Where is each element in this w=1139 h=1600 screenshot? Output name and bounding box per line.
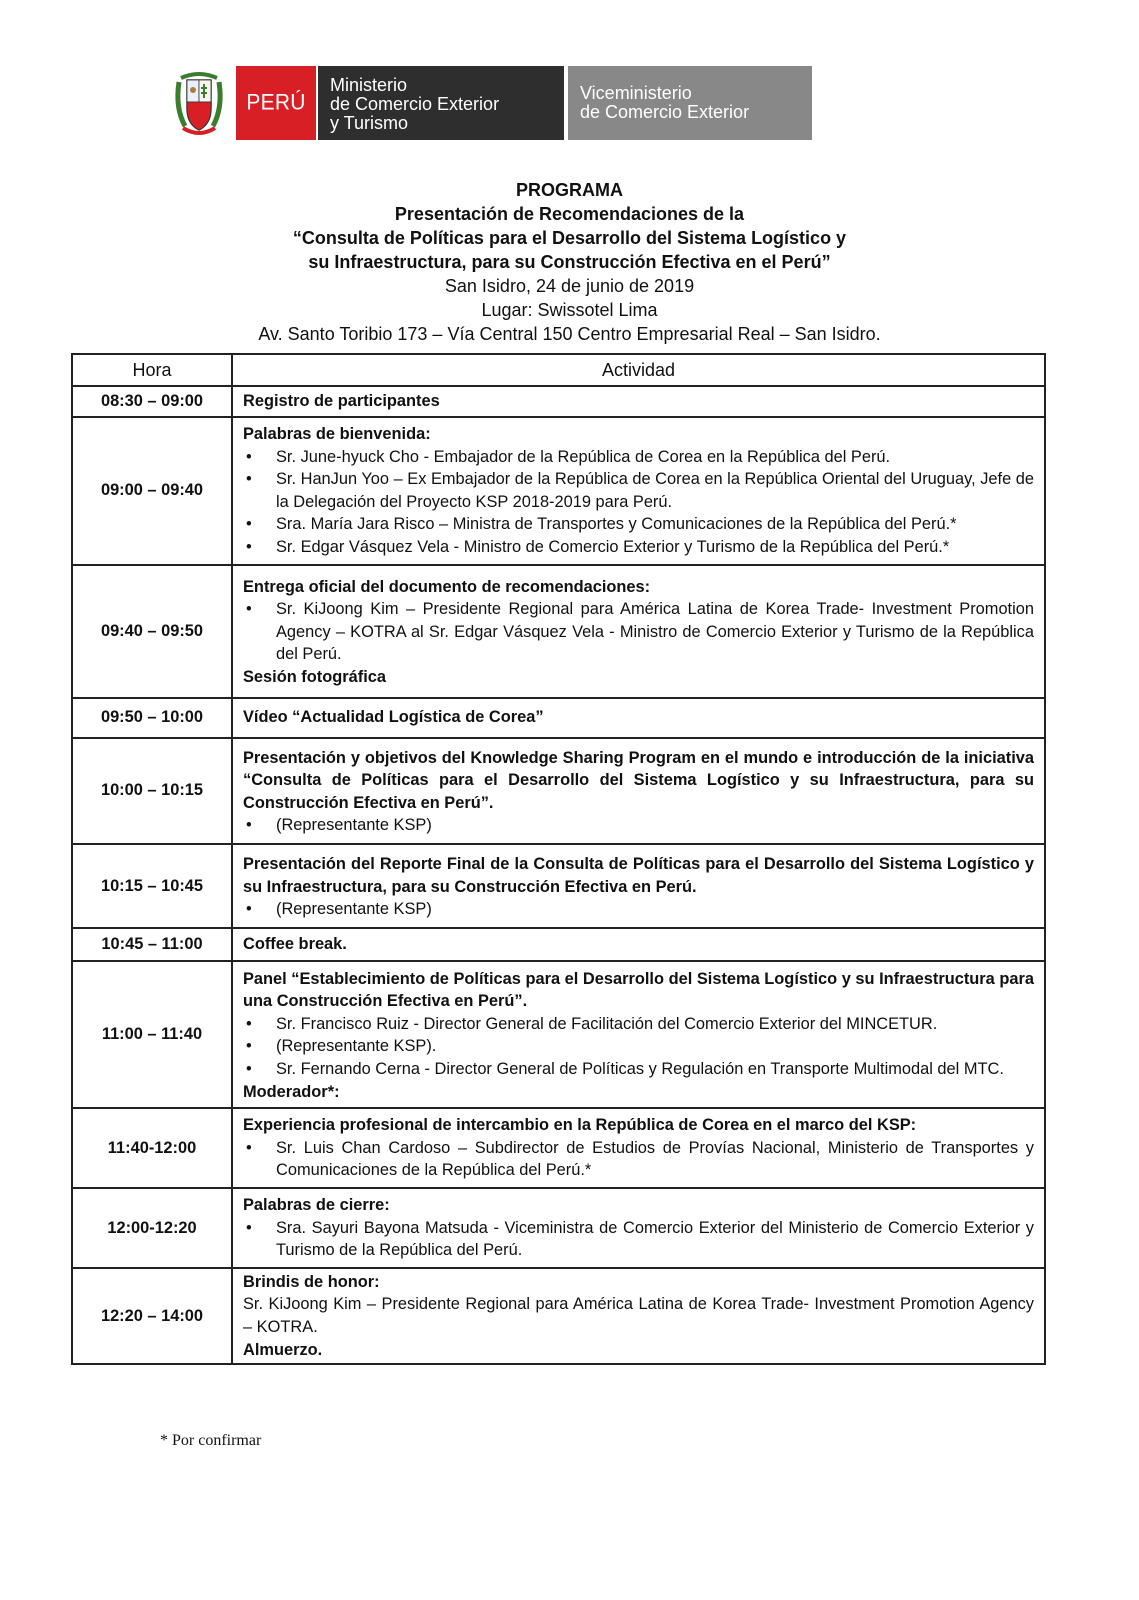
speaker-list [243, 598, 1034, 666]
event-address: Av. Santo Toribio 173 – Vía Central 150 Centro Empresarial Real – San Isidro. [258, 324, 881, 344]
activity-title: Brindis de honor: [243, 1272, 380, 1291]
ministry-line: de Comercio Exterior [330, 94, 500, 114]
table-row [72, 386, 1045, 417]
list-item: • (Representante KSP) [243, 898, 1034, 921]
row-time: 12:20 – 14:00 [72, 1268, 232, 1364]
viceministry-line: Viceministerio [580, 83, 692, 103]
row-activity [232, 386, 1045, 417]
activity-note: Sesión fotográfica [243, 667, 386, 686]
row-time: 09:40 – 09:50 [72, 565, 232, 698]
table-row [72, 1268, 1045, 1364]
list-item: • Sra. María Jara Risco – Ministra de Transportes y Comunicaciones de la República del Perú.* [243, 513, 1034, 536]
speaker-list [243, 1217, 1034, 1262]
speaker-list [243, 1013, 1034, 1081]
activity-title: Entrega oficial del documento de recomendaciones: [243, 577, 651, 596]
list-item: • Sr. Fernando Cerna - Director General de Políticas y Regulación en Transporte Multimodal del MTC. [243, 1058, 1034, 1081]
row-time: 08:30 – 09:00 [72, 386, 232, 417]
header-time: Hora [72, 354, 232, 386]
table-row [72, 565, 1045, 698]
speaker-list [243, 1137, 1034, 1182]
row-activity [232, 1268, 1045, 1364]
row-time: 10:00 – 10:15 [72, 738, 232, 844]
activity-title: Vídeo “Actualidad Logística de Corea” [243, 708, 544, 727]
row-activity [232, 417, 1045, 565]
table-row [72, 698, 1045, 738]
program-label: PROGRAMA [516, 180, 623, 200]
table-row [72, 1108, 1045, 1188]
list-item: • (Representante KSP) [243, 814, 1034, 837]
program-table [71, 353, 1046, 1365]
list-item: • Sra. Sayuri Bayona Matsuda - Viceministra de Comercio Exterior del Ministerio de Comercio Exterior y Turismo de la República del Perú. [243, 1217, 1034, 1262]
row-time: 11:00 – 11:40 [72, 961, 232, 1109]
row-activity [232, 565, 1045, 698]
row-activity [232, 844, 1045, 928]
row-activity [232, 1188, 1045, 1268]
title-line: su Infraestructura, para su Construcción Efectiva en el Perú” [308, 252, 831, 272]
peru-logo: PERÚ [236, 66, 316, 140]
table-row [72, 961, 1045, 1109]
ministry-line: Ministerio [330, 75, 408, 95]
event-date: San Isidro, 24 de junio de 2019 [444, 276, 695, 296]
row-activity [232, 698, 1045, 738]
row-time: 09:00 – 09:40 [72, 417, 232, 565]
document-heading [0, 178, 1139, 346]
activity-title: Presentación y objetivos del Knowledge Sharing Program en el mundo e introducción de la iniciativa “Consulta de Políticas para el Desarrollo del Sistema Logístico y su Infraestructura, para su Construcción Efectiva en Perú”. [243, 748, 1034, 812]
row-activity [232, 1108, 1045, 1188]
list-item: • (Representante KSP). [243, 1035, 1034, 1058]
table-row [72, 844, 1045, 928]
activity-title: Panel “Establecimiento de Políticas para el Desarrollo del Sistema Logístico y su Infraestructura para una Construcción Efectiva en Perú”. [243, 969, 1034, 1011]
coat-of-arms-icon [170, 66, 228, 140]
row-time: 10:45 – 11:00 [72, 928, 232, 961]
row-activity [232, 738, 1045, 844]
table-row [72, 738, 1045, 844]
activity-title: Experiencia profesional de intercambio en la República de Corea en el marco del KSP: [243, 1116, 917, 1135]
activity-title: Palabras de cierre: [243, 1196, 390, 1215]
header-activity: Actividad [232, 354, 1045, 386]
row-activity [232, 928, 1045, 961]
ministry-line: y Turismo [330, 113, 409, 133]
speaker-list [243, 814, 1034, 837]
table-row [72, 928, 1045, 961]
table-row [72, 1188, 1045, 1268]
list-item: • Sr. June-hyuck Cho - Embajador de la República de Corea en la República del Perú. [243, 446, 1034, 469]
ministry-name [318, 66, 564, 140]
table-header-row [72, 354, 1045, 386]
viceministry-name [568, 66, 812, 140]
activity-title: Palabras de bienvenida: [243, 425, 431, 443]
row-activity [232, 961, 1045, 1109]
activity-title: Presentación del Reporte Final de la Consulta de Políticas para el Desarrollo del Sistema Logístico y su Infraestructura, para su Construcción Efectiva en Perú. [243, 854, 1034, 896]
list-item: • Sr. Edgar Vásquez Vela - Ministro de Comercio Exterior y Turismo de la República del Perú.* [243, 536, 1034, 559]
activity-title: Registro de participantes [243, 392, 440, 410]
title-line: Presentación de Recomendaciones de la [394, 204, 745, 224]
list-item: • Sr. Luis Chan Cardoso – Subdirector de Estudios de Provías Nacional, Ministerio de Transportes y Comunicaciones de la República del Perú.* [243, 1137, 1034, 1182]
list-item: • Sr. KiJoong Kim – Presidente Regional para América Latina de Korea Trade- Investment Promotion Agency – KOTRA al Sr. Edgar Vásquez Vela - Ministro de Comercio Exterior y Turismo de la República del Perú. [243, 598, 1034, 666]
list-item: • Sr. Francisco Ruiz - Director General de Facilitación del Comercio Exterior del MINCETUR. [243, 1013, 1034, 1036]
event-venue: Lugar: Swissotel Lima [481, 300, 658, 320]
table-row [72, 417, 1045, 565]
list-item: • Sr. HanJun Yoo – Ex Embajador de la República de Corea en la República Oriental del Uruguay, Jefe de la Delegación del Proyecto KSP 2018-2019 para Perú. [243, 468, 1034, 513]
viceministry-line: de Comercio Exterior [580, 102, 750, 122]
row-time: 11:40-12:00 [72, 1108, 232, 1188]
title-line: “Consulta de Políticas para el Desarrollo del Sistema Logístico y [292, 228, 847, 248]
speaker-list [243, 898, 1034, 921]
speaker-list [243, 446, 1034, 559]
row-time: 09:50 – 10:00 [72, 698, 232, 738]
activity-note: Almuerzo. [243, 1340, 323, 1359]
footnote: * Por confirmar [160, 1432, 262, 1449]
letterhead [170, 66, 812, 140]
row-time: 12:00-12:20 [72, 1188, 232, 1268]
activity-title: Coffee break. [243, 934, 347, 953]
row-time: 10:15 – 10:45 [72, 844, 232, 928]
activity-note: Moderador*: [243, 1082, 340, 1101]
activity-text: Sr. KiJoong Kim – Presidente Regional para América Latina de Korea Trade- Investment Promotion Agency – KOTRA. [243, 1295, 1034, 1336]
